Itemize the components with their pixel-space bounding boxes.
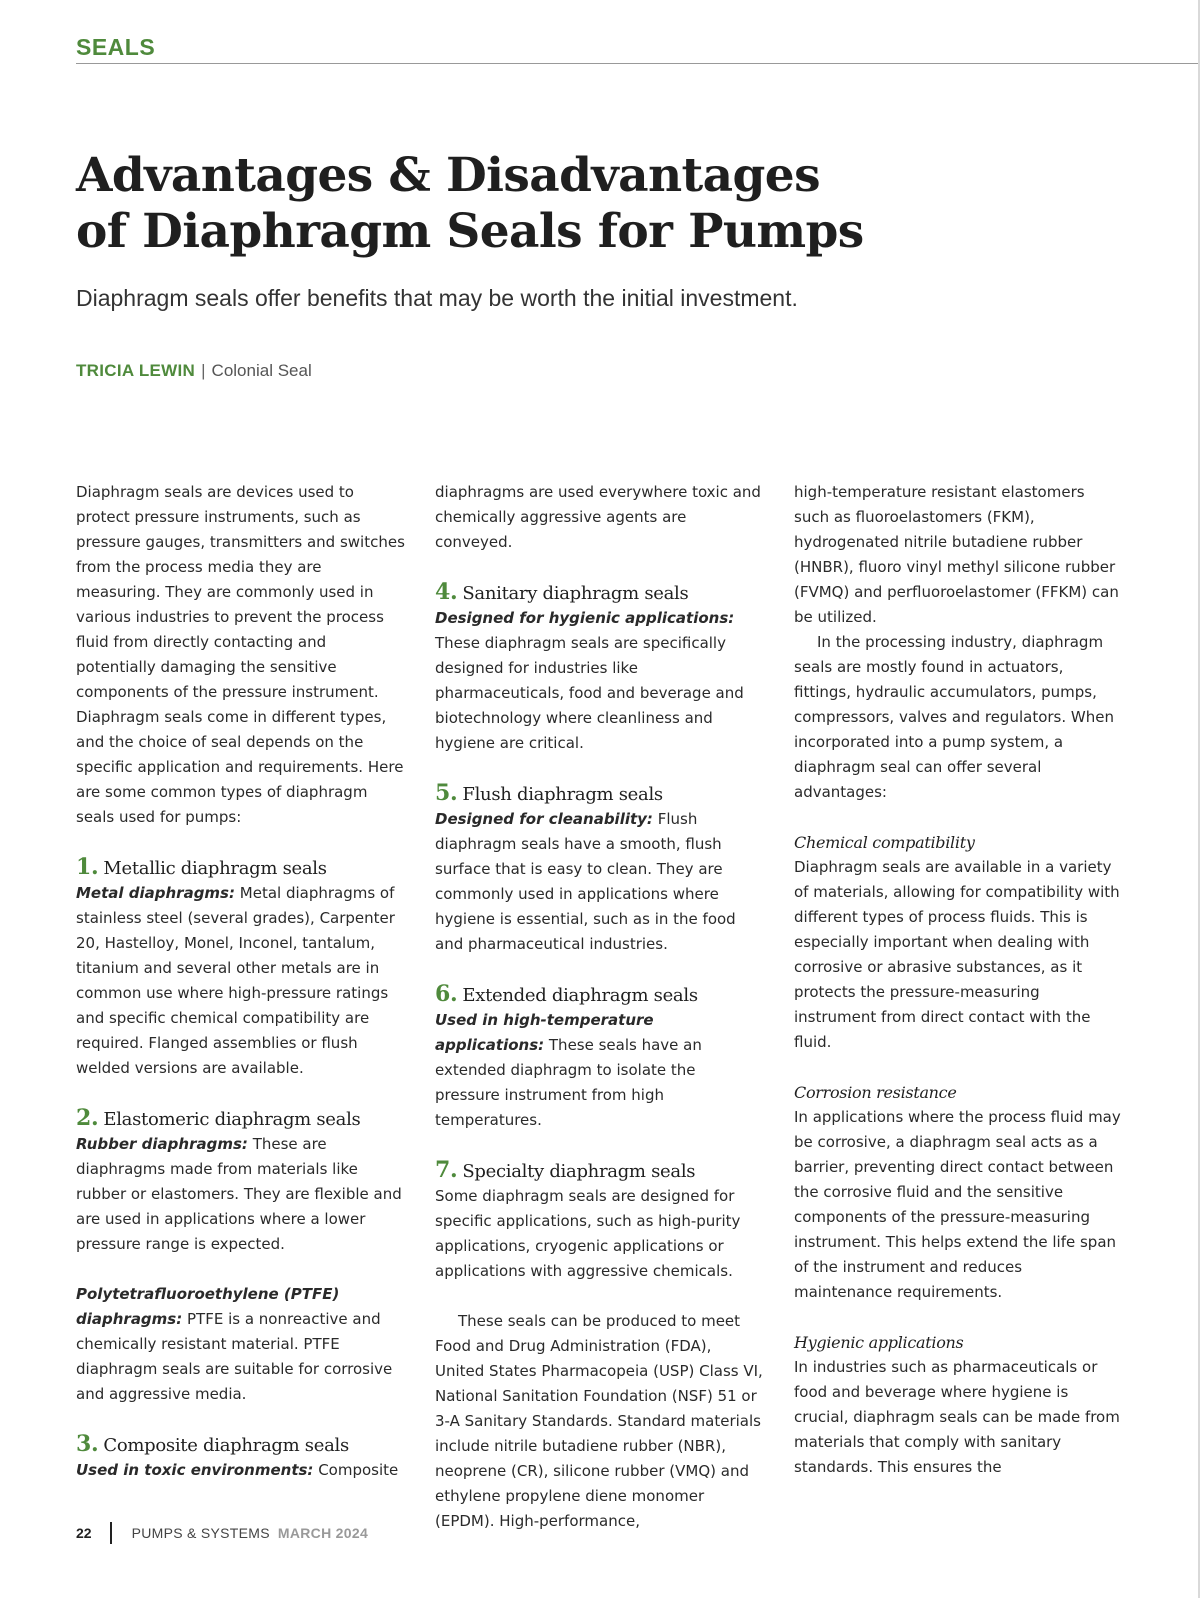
section-title: Flush diaphragm seals	[462, 784, 663, 805]
section-label: SEALS	[76, 34, 156, 60]
body-text: Metal diaphragms of stainless steel (several grades), Carpenter 20, Hastelloy, Monel, Inconel, tantalum, titanium and several other metals are in common use where high-pressure ratings and specific chemical compatibility are required. Flanged assemblies or flush welded versions are available.	[76, 884, 395, 1077]
section-title: Specialty diaphragm seals	[462, 1161, 696, 1182]
subheading-chemical-compatibility: Chemical compatibility	[794, 833, 975, 852]
section-heading-6	[435, 982, 765, 1008]
lead-in: Designed for hygienic applications:	[435, 609, 735, 627]
section-heading-4	[435, 580, 765, 606]
hygienic-applications-text: In industries such as pharmaceuticals or food and beverage where hygiene is crucial, diaphragm seals can be made from materials that comply with sanitary standards. This ensures the	[794, 1358, 1120, 1476]
column-2	[435, 480, 765, 1534]
lead-in: Polytetrafluoroethylene (PTFE) diaphragms:	[76, 1285, 340, 1328]
lead-in: Rubber diaphragms:	[76, 1135, 248, 1153]
section-body-5	[435, 807, 765, 957]
author-company: Colonial Seal	[211, 361, 312, 380]
lead-in: Designed for cleanability:	[435, 810, 653, 828]
lead-in: Metal diaphragms:	[76, 884, 235, 902]
section-number: 7.	[435, 1157, 458, 1183]
section-body-1	[76, 881, 406, 1081]
corrosion-resistance-text: In applications where the process fluid may be corrosive, a diaphragm seal acts as a barrier, preventing direct contact between the corrosive fluid and the sensitive components of the pressure-measuring instrument. This helps extend the life span of the instrument and reduces maintenance requirements.	[794, 1108, 1121, 1301]
issue-date: MARCH 2024	[277, 1525, 369, 1541]
header-rule	[76, 63, 1200, 64]
advantages-intro: In the processing industry, diaphragm seals are mostly found in actuators, fittings, hydraulic accumulators, pumps, compressors, valves and regulators. When incorporated into a pump system, a diaphragm seal can offer several advantages:	[794, 633, 1114, 801]
article-deck: Diaphragm seals offer benefits that may be worth the initial investment.	[76, 285, 798, 311]
section-body-7: Some diaphragm seals are designed for specific applications, such as high-purity applications, cryogenic applications or applications with aggressive chemicals.	[435, 1187, 741, 1280]
section-number: 1.	[76, 854, 99, 880]
chemical-compatibility-text: Diaphragm seals are available in a variety of materials, allowing for compatibility with different types of process fluids. This is especially important when dealing with corrosive or abrasive substances, as it protects the pressure-measuring instrument from direct contact with the fluid.	[794, 858, 1120, 1051]
magazine-name: PUMPS & SYSTEMS	[131, 1525, 270, 1541]
section-title: Extended diaphragm seals	[462, 985, 698, 1006]
page-number: 22	[76, 1525, 92, 1541]
subheading-corrosion-resistance: Corrosion resistance	[794, 1083, 957, 1102]
section-number: 3.	[76, 1431, 99, 1457]
section-body-4	[435, 606, 765, 756]
section-number: 6.	[435, 981, 458, 1007]
standards-paragraph: These seals can be produced to meet Food and Drug Administration (FDA), United States Pharmacopeia (USP) Class VI, National Sanitation Foundation (NSF) 51 or 3-A Sanitary Standards. Standard materials include nitrile butadiene rubber (NBR), neoprene (CR), silicone rubber (VMQ) and ethylene propylene diene monomer (EPDM). High-performance,	[435, 1312, 763, 1530]
column-1	[76, 480, 406, 1483]
page-footer	[76, 1522, 368, 1544]
section-title: Elastomeric diaphragm seals	[103, 1109, 361, 1130]
intro-paragraph: Diaphragm seals are devices used to protect pressure instruments, such as pressure gauges, transmitters and switches from the process media they are measuring. They are commonly used in various industries to prevent the process fluid from directly contacting and potentially damaging the sensitive components of the pressure instrument. Diaphragm seals come in different types, and the choice of seal depends on the specific application and requirements. Here are some common types of diaphragm seals used for pumps:	[76, 483, 405, 826]
body-text: Flush diaphragm seals have a smooth, flush surface that is easy to clean. They are commonly used in applications where hygiene is essential, such as in the food and pharmaceutical industries.	[435, 810, 736, 953]
article-title	[76, 148, 1076, 260]
subheading-hygienic-applications: Hygienic applications	[794, 1333, 964, 1352]
section-body-2b	[76, 1282, 406, 1407]
section-body-2	[76, 1132, 406, 1257]
section-title: Sanitary diaphragm seals	[462, 583, 689, 604]
section-title: Metallic diaphragm seals	[103, 858, 327, 879]
section-body-3	[76, 1458, 406, 1483]
section-heading-7	[435, 1158, 765, 1184]
title-line-2: of Diaphragm Seals for Pumps	[76, 204, 864, 259]
byline	[76, 361, 312, 381]
title-line-1: Advantages & Disadvantages	[76, 148, 820, 203]
continued-paragraph: high-temperature resistant elastomers such as fluoroelastomers (FKM), hydrogenated nitrile butadiene rubber (HNBR), fluoro vinyl methyl silicone rubber (FVMQ) and perfluoroelastomer (FFKM) can be utilized.	[794, 483, 1119, 626]
section-title: Composite diaphragm seals	[103, 1435, 349, 1456]
section-body-6	[435, 1008, 765, 1133]
body-text: Composite	[313, 1461, 399, 1479]
body-text: These diaphragm seals are specifically designed for industries like pharmaceuticals, food and beverage and biotechnology where cleanliness and hygiene are critical.	[435, 634, 744, 752]
author-name: TRICIA LEWIN	[76, 361, 196, 380]
section-heading-3	[76, 1432, 406, 1458]
lead-in: Used in toxic environments:	[76, 1461, 314, 1479]
footer-divider	[110, 1522, 112, 1544]
column-3	[794, 480, 1124, 1480]
section-heading-5	[435, 781, 765, 807]
body-text: PTFE is a nonreactive and chemically resistant material. PTFE diaphragm seals are suitable for corrosive and aggressive media.	[76, 1310, 393, 1403]
lead-in: Used in high-temperature applications:	[435, 1011, 654, 1054]
section-number: 4.	[435, 579, 458, 605]
continued-paragraph: diaphragms are used everywhere toxic and chemically aggressive agents are conveyed.	[435, 483, 761, 551]
body-text: These seals have an extended diaphragm to isolate the pressure instrument from high temperatures.	[435, 1036, 702, 1129]
section-heading-2	[76, 1106, 406, 1132]
section-heading-1	[76, 855, 406, 881]
byline-separator: |	[201, 361, 206, 380]
section-number: 2.	[76, 1105, 99, 1131]
section-number: 5.	[435, 780, 458, 806]
body-text: These are diaphragms made from materials like rubber or elastomers. They are flexible and are used in applications where a lower pressure range is expected.	[76, 1135, 402, 1253]
